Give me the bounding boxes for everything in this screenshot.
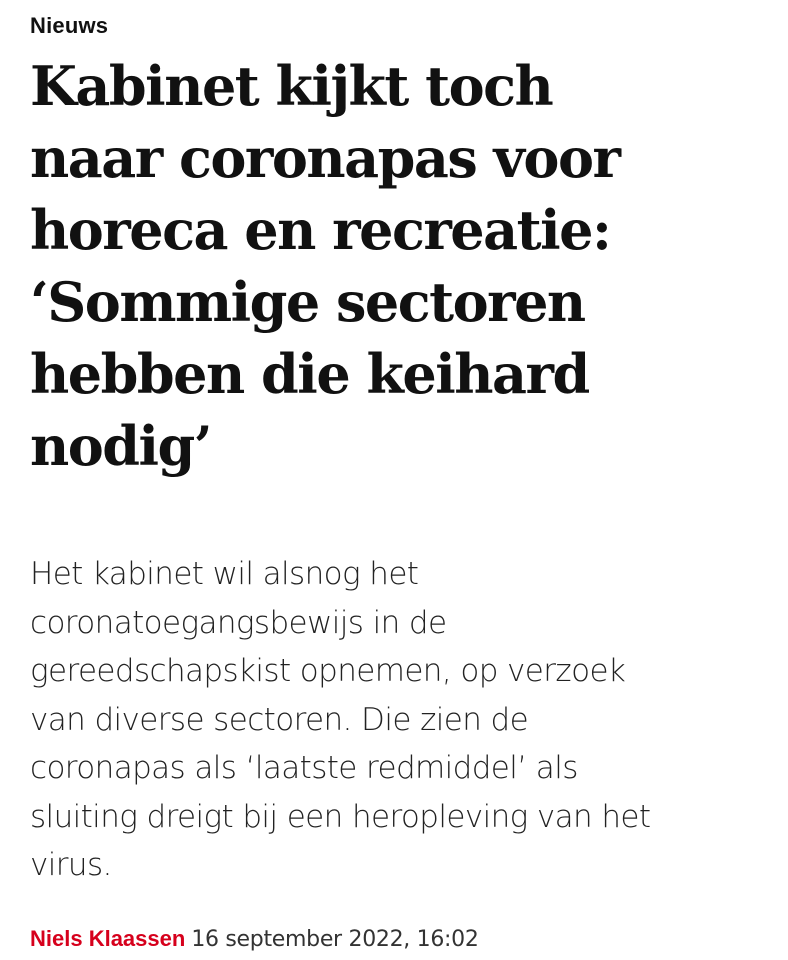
headline <box>30 50 770 482</box>
headline-line: hebben die keihard <box>30 342 589 406</box>
headline-line: Kabinet kijkt toch <box>30 54 553 118</box>
headline-line: horeca en recreatie: <box>30 198 611 262</box>
intro-paragraph <box>30 550 770 890</box>
headline-line: ‘Sommige sectoren <box>30 270 585 334</box>
intro-line: virus. <box>30 847 112 883</box>
publish-date: 16 september 2022, 16:02 <box>191 927 479 952</box>
intro-line: coronatoegangsbewijs in de <box>30 604 447 641</box>
byline <box>30 924 479 955</box>
intro-line: coronapas als ‘laatste redmiddel’ als <box>30 750 578 786</box>
intro-line: sluiting dreigt bij een heropleving van het <box>30 798 651 835</box>
headline-line: nodig’ <box>30 414 212 478</box>
section-label[interactable]: Nieuws <box>30 13 109 38</box>
intro-line: Het kabinet wil alsnog het <box>30 556 419 592</box>
intro-line: van diverse sectoren. Die zien de <box>30 701 529 738</box>
headline-line: naar coronapas voor <box>30 126 620 190</box>
intro-line: gereedschapskist opnemen, op verzoek <box>30 653 626 689</box>
author-link[interactable]: Niels Klaassen <box>30 926 186 951</box>
